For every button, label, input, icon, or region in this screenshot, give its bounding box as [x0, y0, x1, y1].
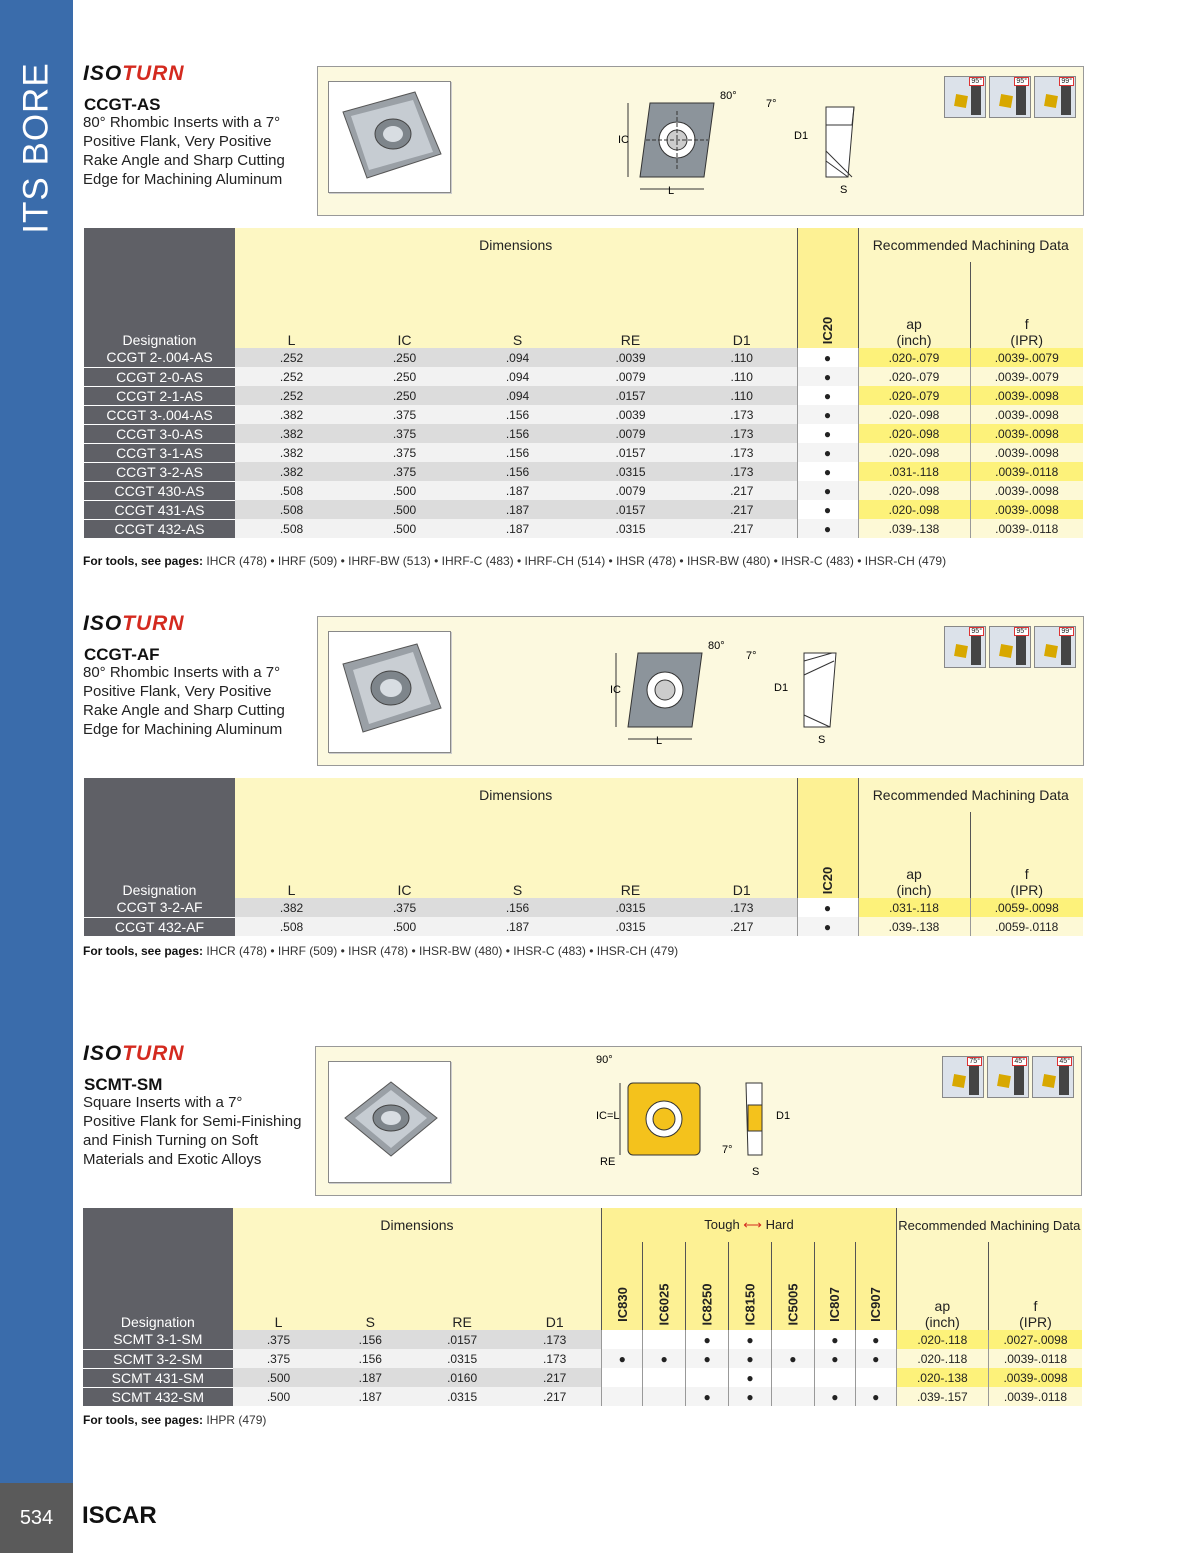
grade-range-header: Tough ⟷ Hard: [602, 1208, 896, 1242]
page-number: 534: [0, 1483, 73, 1553]
svg-text:IC: IC: [610, 684, 621, 696]
feed-cell: .0039-.0098: [970, 443, 1083, 462]
grade-availability-cell: [686, 1368, 729, 1387]
grade-availability-cell: ●: [729, 1330, 772, 1349]
recommended-header: Recommended Machining Data: [858, 228, 1083, 262]
ap-header: ap (inch): [896, 1242, 988, 1330]
grade-availability-cell: [602, 1387, 643, 1406]
product-description: 80° Rhombic Inserts with a 7° Positive Flank, Very Positive Rake Angle and Sharp Cutting Edge for Machining Aluminum: [83, 114, 285, 188]
application-thumbnail: 99°: [1034, 76, 1076, 118]
table-row: [84, 348, 1083, 367]
application-thumbnail: 45°: [1032, 1056, 1074, 1098]
grade-header: IC807: [814, 1242, 855, 1330]
ap-cell: .020-.079: [858, 348, 970, 367]
grade-header: IC8250: [686, 1242, 729, 1330]
dimension-cell: .187: [461, 500, 574, 519]
table-row: [84, 405, 1083, 424]
dimension-cell: .375: [233, 1330, 325, 1349]
insert-panel: [315, 1046, 1082, 1196]
grade-availability-cell: ●: [855, 1330, 896, 1349]
designation-cell: CCGT 3-.004-AS: [84, 405, 235, 424]
dimension-cell: .217: [508, 1387, 602, 1406]
dimension-cell: .375: [348, 424, 461, 443]
svg-text:S: S: [752, 1166, 760, 1178]
feed-cell: .0039-.0079: [970, 367, 1083, 386]
dimension-cell: .173: [687, 405, 797, 424]
table-row: [84, 917, 1083, 936]
grade-header: IC8150: [729, 1242, 772, 1330]
col-header: IC: [348, 262, 461, 348]
dimension-cell: .382: [235, 424, 348, 443]
feed-cell: .0039-.0118: [970, 519, 1083, 538]
dimension-cell: .173: [687, 424, 797, 443]
dimension-cell: .0315: [416, 1349, 508, 1368]
grade-availability-cell: ●: [814, 1330, 855, 1349]
dimension-cell: .187: [324, 1368, 416, 1387]
isoturn-logo: ISOTURN: [83, 1042, 185, 1065]
product-description: Square Inserts with a 7° Positive Flank for Semi-Finishing and Finish Turning on Soft Materials and Exotic Alloys: [83, 1094, 302, 1168]
designation-header: Designation: [83, 1208, 233, 1330]
ap-header: ap (inch): [858, 262, 970, 348]
dimension-cell: .0039: [574, 348, 687, 367]
dimension-cell: .500: [348, 917, 461, 936]
dimension-cell: .508: [235, 519, 348, 538]
svg-text:D1: D1: [776, 1110, 791, 1122]
svg-text:S: S: [818, 734, 826, 746]
table-row: [83, 1368, 1082, 1387]
svg-text:7°: 7°: [746, 650, 757, 662]
svg-text:RE: RE: [600, 1156, 616, 1168]
insert-panel: [317, 616, 1084, 766]
dimension-cell: .217: [687, 519, 797, 538]
dimension-cell: .252: [235, 367, 348, 386]
dimension-cell: .500: [233, 1368, 325, 1387]
grade-availability-cell: ●: [686, 1330, 729, 1349]
insert-photo: [328, 631, 451, 753]
dimension-cell: .156: [461, 424, 574, 443]
feed-cell: .0039-.0098: [970, 500, 1083, 519]
svg-text:80°: 80°: [720, 90, 737, 102]
dimension-cell: .173: [508, 1349, 602, 1368]
dimension-cell: .187: [324, 1387, 416, 1406]
ap-cell: .020-.079: [858, 386, 970, 405]
dimension-cell: .250: [348, 386, 461, 405]
insert-diagram: [586, 1055, 846, 1185]
dimension-cell: .0157: [574, 443, 687, 462]
tools-reference: For tools, see pages: IHPR (479): [83, 1413, 267, 1427]
grade-availability-cell: [643, 1387, 686, 1406]
dimension-cell: .173: [687, 443, 797, 462]
dimension-cell: .375: [348, 462, 461, 481]
sidebar: [0, 0, 73, 1553]
grade-availability-cell: [602, 1330, 643, 1349]
grade-availability-cell: ●: [797, 462, 858, 481]
dimension-cell: .0160: [416, 1368, 508, 1387]
grade-availability-cell: ●: [729, 1368, 772, 1387]
grade-availability-cell: ●: [797, 367, 858, 386]
dimension-cell: .252: [235, 386, 348, 405]
svg-text:S: S: [840, 184, 848, 196]
col-header: L: [235, 812, 348, 898]
f-header: f (IPR): [970, 812, 1083, 898]
dimension-cell: .0157: [574, 500, 687, 519]
svg-text:L: L: [656, 735, 663, 747]
dimension-cell: .375: [348, 443, 461, 462]
f-header: f (IPR): [970, 262, 1083, 348]
ap-cell: .020-.098: [858, 481, 970, 500]
table-row: [84, 462, 1083, 481]
svg-text:IC: IC: [618, 134, 629, 146]
svg-text:D1: D1: [794, 130, 809, 142]
feed-cell: .0039-.0098: [970, 405, 1083, 424]
grade-availability-cell: ●: [814, 1387, 855, 1406]
ap-cell: .020-.098: [858, 405, 970, 424]
dimension-cell: .500: [348, 500, 461, 519]
svg-text:80°: 80°: [708, 640, 725, 652]
grade-availability-cell: [814, 1368, 855, 1387]
table-row: [84, 443, 1083, 462]
table-row: [84, 481, 1083, 500]
grade-availability-cell: ●: [797, 500, 858, 519]
col-header: S: [324, 1242, 416, 1330]
grade-availability-cell: ●: [797, 898, 858, 917]
dimension-cell: .0315: [574, 917, 687, 936]
dimension-cell: .156: [324, 1349, 416, 1368]
col-header: RE: [416, 1242, 508, 1330]
dimension-cell: .156: [461, 405, 574, 424]
grade-availability-cell: ●: [855, 1387, 896, 1406]
dimension-cell: .382: [235, 443, 348, 462]
grade-header: IC907: [855, 1242, 896, 1330]
designation-header: Designation: [84, 228, 235, 348]
dimension-cell: .500: [348, 519, 461, 538]
feed-cell: .0039-.0098: [970, 424, 1083, 443]
col-header: L: [233, 1242, 325, 1330]
designation-cell: CCGT 432-AS: [84, 519, 235, 538]
col-header: D1: [508, 1242, 602, 1330]
isoturn-logo: ISOTURN: [83, 612, 185, 635]
designation-cell: CCGT 431-AS: [84, 500, 235, 519]
dimension-cell: .094: [461, 367, 574, 386]
feed-cell: .0039-.0118: [988, 1349, 1082, 1368]
ap-header: ap (inch): [858, 812, 970, 898]
designation-cell: CCGT 2-0-AS: [84, 367, 235, 386]
table-row: [83, 1330, 1082, 1349]
svg-text:D1: D1: [774, 682, 789, 694]
feed-cell: .0039-.0098: [970, 386, 1083, 405]
grade-header: IC830: [602, 1242, 643, 1330]
f-header: f (IPR): [988, 1242, 1082, 1330]
grade-header: IC20: [797, 228, 858, 348]
designation-cell: CCGT 3-2-AF: [84, 898, 235, 917]
dimension-cell: .500: [348, 481, 461, 500]
dimension-cell: .187: [461, 917, 574, 936]
grade-availability-cell: ●: [686, 1387, 729, 1406]
grade-availability-cell: ●: [797, 386, 858, 405]
ap-cell: .020-.098: [858, 424, 970, 443]
grade-availability-cell: ●: [797, 917, 858, 936]
application-thumbnail: 95°: [944, 626, 986, 668]
dimension-cell: .110: [687, 386, 797, 405]
grade-header: IC5005: [771, 1242, 814, 1330]
dimension-cell: .508: [235, 481, 348, 500]
ap-cell: .039-.157: [896, 1387, 988, 1406]
application-thumbnails: [944, 76, 1076, 118]
dimension-cell: .250: [348, 367, 461, 386]
grade-availability-cell: ●: [797, 519, 858, 538]
designation-cell: CCGT 430-AS: [84, 481, 235, 500]
designation-cell: SCMT 431-SM: [83, 1368, 233, 1387]
grade-availability-cell: ●: [855, 1349, 896, 1368]
designation-cell: CCGT 2-.004-AS: [84, 348, 235, 367]
dimension-cell: .382: [235, 405, 348, 424]
ap-cell: .020-.098: [858, 443, 970, 462]
table-row: [84, 367, 1083, 386]
isoturn-logo: ISOTURN: [83, 62, 185, 85]
application-thumbnail: 99°: [1034, 626, 1076, 668]
col-header: IC: [348, 812, 461, 898]
table-row: [84, 386, 1083, 405]
dimension-cell: .110: [687, 367, 797, 386]
dimension-cell: .375: [233, 1349, 325, 1368]
grade-availability-cell: ●: [643, 1349, 686, 1368]
dimensions-table: [84, 228, 1083, 539]
dimension-cell: .187: [461, 481, 574, 500]
ap-cell: .020-.079: [858, 367, 970, 386]
dimension-cell: .156: [324, 1330, 416, 1349]
grade-availability-cell: [771, 1368, 814, 1387]
dimension-cell: .187: [461, 519, 574, 538]
dimension-cell: .173: [687, 462, 797, 481]
designation-cell: CCGT 3-0-AS: [84, 424, 235, 443]
grade-availability-cell: ●: [797, 348, 858, 367]
dimension-cell: .217: [687, 500, 797, 519]
tools-reference: For tools, see pages: IHCR (478) • IHRF (509) • IHRF-BW (513) • IHRF-C (483) • IHRF-CH (514) • IHSR (478) • IHSR-BW (480) • IHSR-C (483) • IHSR-CH (479): [83, 554, 947, 568]
dimension-cell: .382: [235, 462, 348, 481]
grade-availability-cell: ●: [729, 1387, 772, 1406]
insert-diagram: [608, 81, 888, 201]
ap-cell: .039-.138: [858, 917, 970, 936]
recommended-header: Recommended Machining Data: [896, 1208, 1082, 1242]
designation-cell: SCMT 432-SM: [83, 1387, 233, 1406]
grade-availability-cell: ●: [797, 405, 858, 424]
dimension-cell: .0157: [416, 1330, 508, 1349]
dimension-cell: .252: [235, 348, 348, 367]
application-thumbnail: 95°: [989, 626, 1031, 668]
dimension-cell: .0079: [574, 481, 687, 500]
col-header: D1: [687, 262, 797, 348]
ap-cell: .031-.118: [858, 462, 970, 481]
brand-name: ISCAR: [82, 1502, 157, 1529]
grade-availability-cell: [643, 1368, 686, 1387]
feed-cell: .0059-.0118: [970, 917, 1083, 936]
dimension-cell: .156: [461, 443, 574, 462]
grade-availability-cell: [771, 1387, 814, 1406]
insert-diagram: [608, 631, 888, 751]
feed-cell: .0039-.0118: [970, 462, 1083, 481]
ap-cell: .031-.118: [858, 898, 970, 917]
ap-cell: .020-.118: [896, 1349, 988, 1368]
product-description: 80° Rhombic Inserts with a 7° Positive Flank, Very Positive Rake Angle and Sharp Cutting Edge for Machining Aluminum: [83, 664, 285, 738]
application-thumbnail: 45°: [987, 1056, 1029, 1098]
ap-cell: .039-.138: [858, 519, 970, 538]
grade-availability-cell: [602, 1368, 643, 1387]
insert-panel: [317, 66, 1084, 216]
grade-availability-cell: ●: [814, 1349, 855, 1368]
product-code: CCGT-AF: [84, 645, 160, 664]
grade-availability-cell: ●: [797, 424, 858, 443]
application-thumbnails: [942, 1056, 1074, 1098]
dimension-cell: .156: [461, 898, 574, 917]
designation-cell: CCGT 2-1-AS: [84, 386, 235, 405]
col-header: RE: [574, 262, 687, 348]
dimension-cell: .375: [348, 898, 461, 917]
dimensions-header: Dimensions: [235, 778, 797, 812]
grade-availability-cell: [855, 1368, 896, 1387]
designation-cell: SCMT 3-2-SM: [83, 1349, 233, 1368]
dimension-cell: .500: [233, 1387, 325, 1406]
grade-availability-cell: ●: [771, 1349, 814, 1368]
dimension-cell: .508: [235, 917, 348, 936]
dimension-cell: .375: [348, 405, 461, 424]
tools-reference: For tools, see pages: IHCR (478) • IHRF (509) • IHSR (478) • IHSR-BW (480) • IHSR-C (483) • IHSR-CH (479): [83, 944, 679, 958]
insert-photo: [328, 81, 451, 193]
col-header: L: [235, 262, 348, 348]
dimension-cell: .217: [687, 917, 797, 936]
feed-cell: .0039-.0098: [970, 481, 1083, 500]
dimension-cell: .094: [461, 386, 574, 405]
dimension-cell: .0315: [574, 519, 687, 538]
dimensions-table: [84, 778, 1083, 937]
designation-cell: SCMT 3-1-SM: [83, 1330, 233, 1349]
svg-text:IC=L: IC=L: [596, 1110, 620, 1122]
dimension-cell: .110: [687, 348, 797, 367]
col-header: S: [461, 812, 574, 898]
application-thumbnail: 95°: [944, 76, 986, 118]
dimension-cell: .156: [461, 462, 574, 481]
svg-text:90°: 90°: [596, 1055, 613, 1066]
insert-photo: [328, 1061, 451, 1183]
dimension-cell: .382: [235, 898, 348, 917]
table-row: [84, 424, 1083, 443]
application-thumbnail: 75°: [942, 1056, 984, 1098]
dimension-cell: .217: [508, 1368, 602, 1387]
feed-cell: .0039-.0118: [988, 1387, 1082, 1406]
recommended-header: Recommended Machining Data: [858, 778, 1083, 812]
product-code: CCGT-AS: [84, 95, 161, 114]
dimension-cell: .250: [348, 348, 461, 367]
designation-cell: CCGT 432-AF: [84, 917, 235, 936]
product-code: SCMT-SM: [84, 1075, 163, 1094]
feed-cell: .0039-.0079: [970, 348, 1083, 367]
grade-availability-cell: ●: [797, 443, 858, 462]
sidebar-title: ITS BORE: [16, 62, 56, 234]
feed-cell: .0027-.0098: [988, 1330, 1082, 1349]
dimensions-table: [83, 1208, 1082, 1407]
dimensions-header: Dimensions: [233, 1208, 602, 1242]
grade-availability-cell: ●: [797, 481, 858, 500]
dimension-cell: .217: [687, 481, 797, 500]
grade-header: IC20: [797, 778, 858, 898]
table-row: [83, 1387, 1082, 1406]
svg-text:L: L: [668, 185, 675, 197]
dimension-cell: .0079: [574, 367, 687, 386]
ap-cell: .020-.098: [858, 500, 970, 519]
table-row: [84, 898, 1083, 917]
dimensions-header: Dimensions: [235, 228, 797, 262]
application-thumbnails: [944, 626, 1076, 668]
svg-text:7°: 7°: [722, 1144, 733, 1156]
ap-cell: .020-.138: [896, 1368, 988, 1387]
dimension-cell: .0315: [574, 898, 687, 917]
grade-availability-cell: [643, 1330, 686, 1349]
ap-cell: .020-.118: [896, 1330, 988, 1349]
feed-cell: .0059-.0098: [970, 898, 1083, 917]
dimension-cell: .0157: [574, 386, 687, 405]
col-header: S: [461, 262, 574, 348]
designation-cell: CCGT 3-2-AS: [84, 462, 235, 481]
dimension-cell: .508: [235, 500, 348, 519]
table-row: [84, 500, 1083, 519]
grade-availability-cell: ●: [729, 1349, 772, 1368]
dimension-cell: .0315: [574, 462, 687, 481]
grade-availability-cell: ●: [602, 1349, 643, 1368]
designation-cell: CCGT 3-1-AS: [84, 443, 235, 462]
col-header: D1: [687, 812, 797, 898]
grade-availability-cell: [771, 1330, 814, 1349]
dimension-cell: .0315: [416, 1387, 508, 1406]
svg-text:7°: 7°: [766, 98, 777, 110]
dimension-cell: .173: [687, 898, 797, 917]
table-row: [83, 1349, 1082, 1368]
application-thumbnail: 95°: [989, 76, 1031, 118]
dimension-cell: .094: [461, 348, 574, 367]
dimension-cell: .0079: [574, 424, 687, 443]
grade-header: IC6025: [643, 1242, 686, 1330]
dimension-cell: .173: [508, 1330, 602, 1349]
grade-availability-cell: ●: [686, 1349, 729, 1368]
dimension-cell: .0039: [574, 405, 687, 424]
table-row: [84, 519, 1083, 538]
feed-cell: .0039-.0098: [988, 1368, 1082, 1387]
designation-header: Designation: [84, 778, 235, 898]
col-header: RE: [574, 812, 687, 898]
